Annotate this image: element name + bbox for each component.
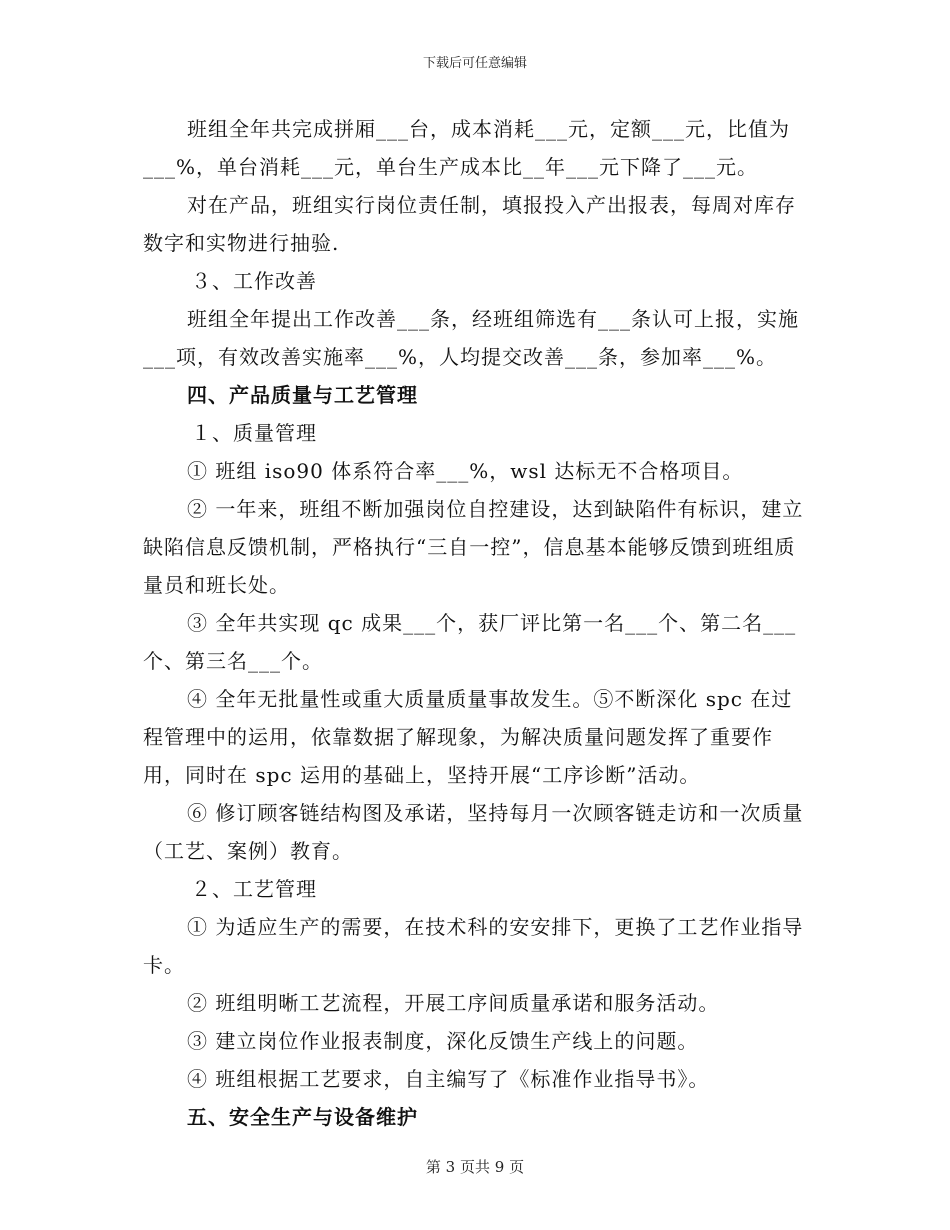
- item-quality-1: ① 班组 iso90 体系符合率___%，wsl 达标无不合格项目。: [187, 459, 744, 483]
- section-heading-safety-equipment: 五、安全生产与设备维护: [187, 1105, 418, 1129]
- document-body: [143, 110, 807, 1136]
- subheading-work-improvement: ３、工作改善: [191, 269, 317, 293]
- page-footer-page-number: 第 3 页共 9 页: [425, 1158, 525, 1176]
- section-heading-quality-process: 四、产品质量与工艺管理: [187, 383, 418, 407]
- item-quality-2: ② 一年来，班组不断加强岗位自控建设，达到缺陷件有标识，建立缺陷信息反馈机制，严格执行“三自一控”，信息基本能够反馈到班组质量员和班长处。: [143, 497, 804, 597]
- subheading-process-management: ２、工艺管理: [191, 877, 317, 901]
- item-process-4: ④ 班组根据工艺要求，自主编写了《标准作业指导书》。: [187, 1067, 710, 1091]
- item-quality-3: ③ 全年共实现 qc 成果___个，获厂评比第一名___个、第二名___个、第三名___个。: [143, 611, 797, 673]
- item-process-1: ① 为适应生产的需要，在技术科的安安排下，更换了工艺作业指导卡。: [143, 915, 804, 977]
- subheading-quality-management: １、质量管理: [191, 421, 317, 445]
- item-quality-6: ⑥ 修订顾客链结构图及承诺，坚持每月一次顾客链走访和一次质量（工艺、案例）教育。: [143, 801, 804, 863]
- paragraph-in-process-products: 对在产品，班组实行岗位责任制，填报投入产出报表，每周对库存数字和实物进行抽验.: [143, 193, 796, 255]
- page-header: 下载后可任意编辑: [422, 56, 527, 71]
- item-process-3: ③ 建立岗位作业报表制度，深化反馈生产线上的问题。: [187, 1029, 699, 1053]
- paragraph-assembly-cost: 班组全年共完成拼厢___台，成本消耗___元，定额___元，比值为___%，单台消耗___元，单台生产成本比__年___元下降了___元。: [143, 117, 790, 179]
- paragraph-improvement-stats: 班组全年提出工作改善___条，经班组筛选有___条认可上报，实施___项，有效改善实施率___%，人均提交改善___条，参加率___%。: [143, 307, 799, 369]
- item-quality-4-5: ④ 全年无批量性或重大质量质量事故发生。⑤不断深化 spc 在过程管理中的运用，依靠数据了解现象，为解决质量问题发挥了重要作用，同时在 spc 运用的基础上，坚持开展“工序诊断”活动。: [143, 687, 793, 787]
- item-process-2: ② 班组明晰工艺流程，开展工序间质量承诺和服务活动。: [187, 991, 720, 1015]
